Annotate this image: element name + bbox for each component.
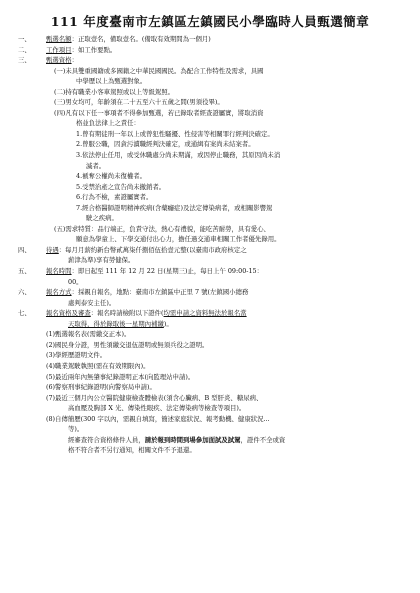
section-number: 六、 [18,288,31,297]
section-text-continued [46,319,406,330]
section-text-continued: 處判泰安主任)。 [68,298,116,307]
closing-paragraph [46,435,406,446]
list-item: 5.受禁治產之宣告尚未撤銷者。 [76,182,166,191]
section-label: 報名時間 [46,267,72,276]
document-title: 111 年度臺南市左鎮區左鎮國民小學臨時人員甄選簡章 [50,14,370,29]
section-number: 五、 [18,267,31,276]
section-text: ：每月月薪約新台幣貳萬柒仟捌佰伍拾壹元整(以臺南市政府核定之 [58,245,247,254]
list-item: (一)未具雙重國籍或多國籍之中華民國國民。為配合工作特性及需求，具國 [54,66,264,75]
section-qualification [18,55,406,66]
section-text-continued: 薪津為準)享有勞健保。 [68,256,135,265]
section-label: 甄選名額 [46,35,72,43]
section-label: 甄選資格 [46,56,72,65]
list-item: 7.經合格醫師證明精神疾病(含藥癮症)及法定傳染病者，或相關影響駕 [76,203,273,212]
list-item: 駛之疾病。 [86,214,118,223]
list-item: (8)自傳簡歷(300 字以內，需親自填寫，簡述家庭狀況、報考動機、健康狀況... [46,414,270,423]
section-review [18,308,406,319]
section-registration-method [18,287,406,298]
list-item: 4.褫奪公權尚未復權者。 [76,172,147,181]
section-label: 報名資格及審查 [46,309,91,318]
list-item: 滅者。 [86,161,106,170]
list-item: 高血壓及胸部 X 光、傳染性眼疾、法定傳染病等檢查等項目)。 [68,404,246,413]
closing-text: ，證件不全或資 [240,435,286,444]
section-salary [18,245,406,256]
section-text: )。 [163,319,173,328]
section-number: 四、 [18,245,31,254]
list-item: (四)凡有以下任一事項者不得參加甄選，若已錄取者經查證屬實，將取消資 [54,108,264,117]
list-item: 願意為學童上、下學交通付出心力，擔任過交通車相關工作者優先錄用。 [76,235,281,244]
section-text-underlined: 均需申請之資料無法於報名當 [163,309,247,318]
section-text: ：報名時請檢附以下證件( [90,309,164,318]
list-item: (7)最近三個月內公立醫院健康檢查體檢表(須含心臟病、B 型肝炎、糖尿病、 [46,393,263,402]
section-text-continued: 00。 [68,277,83,286]
document-body [18,34,406,456]
list-item: (5)最近兩年內無肇事紀錄證明正本(向監理站申請)。 [46,372,195,381]
list-item: (五)需求特質：品行端正，負責守法，熱心有禮貌，能吃苦耐勞，具有愛心、 [54,224,270,233]
section-label: 工作項目 [46,45,72,54]
list-item: 6.行為不檢，素證屬實者。 [76,193,153,202]
section-label: 報名方式 [46,288,72,297]
list-item: 等)。 [68,425,84,434]
list-item: (1)甄選報名表(需繳交正本)。 [46,330,131,339]
list-item: 格並負法律上之責任： [76,119,140,128]
section-number: 二、 [18,45,31,54]
section-number: 一、 [18,35,31,43]
list-item: 2.曾服公職，因貪污瀆職經判決確定，或通緝有案尚未結案者。 [76,140,255,149]
list-item: 1.曾有期徒刑一年以上或曾犯性騷擾、性侵害等相關罪行經判決確定。 [76,129,274,138]
section-number: 七、 [18,309,31,318]
section-number: 三、 [18,56,31,65]
list-item: (3)學經歷證明文件。 [46,351,107,360]
section-text-underlined: 天取得，得於錄取後一星期內補繳 [68,319,164,328]
section-registration-time [18,266,406,277]
list-item: (2)國民身分證，男性須繳交退伍證明或無須兵役之證明。 [46,340,209,349]
list-item: (二)持有職業小客車駕照或以上等級駕照。 [54,87,175,96]
list-item: (4)職業駕駛執照(需在有效期限內)。 [46,361,150,370]
section-quota [18,34,406,45]
list-item: (三)男女均可，年齡須在二十五至六十五歲之間(男須役畢)。 [54,98,224,107]
section-text: ：採親自報名，地點：臺南市左鎮區中正里 7 號(左鎮國小總務 [71,288,249,297]
section-label: 待遇 [46,245,59,254]
closing-paragraph-continued: 格不符合者不另行通知，相關文件不予退還。 [68,446,196,455]
section-text: ：如工作要點。 [71,45,117,54]
closing-text: 經審查符合資格條件人員， [68,435,145,444]
list-item: 中學歷以上為甄選對象。 [76,77,147,86]
section-text: ：即日起至 111 年 12 月 22 日(星期三)止，每日上午 09:00-15： [71,267,263,276]
closing-text-bold: 請於報到時間到場參加面試及試駕 [144,435,241,444]
section-text: ：正取壹名，備取壹名。(備取有效期間為一個月) [71,35,211,43]
section-text: ： [71,56,78,65]
list-item: 3.依法停止任用，或受休職處分尚未期滿，或因停止職務，其原因尚未消 [76,151,281,160]
section-work-items [18,45,406,56]
list-item: (6)警察刑事紀錄證明(向警察局申請)。 [46,383,156,392]
